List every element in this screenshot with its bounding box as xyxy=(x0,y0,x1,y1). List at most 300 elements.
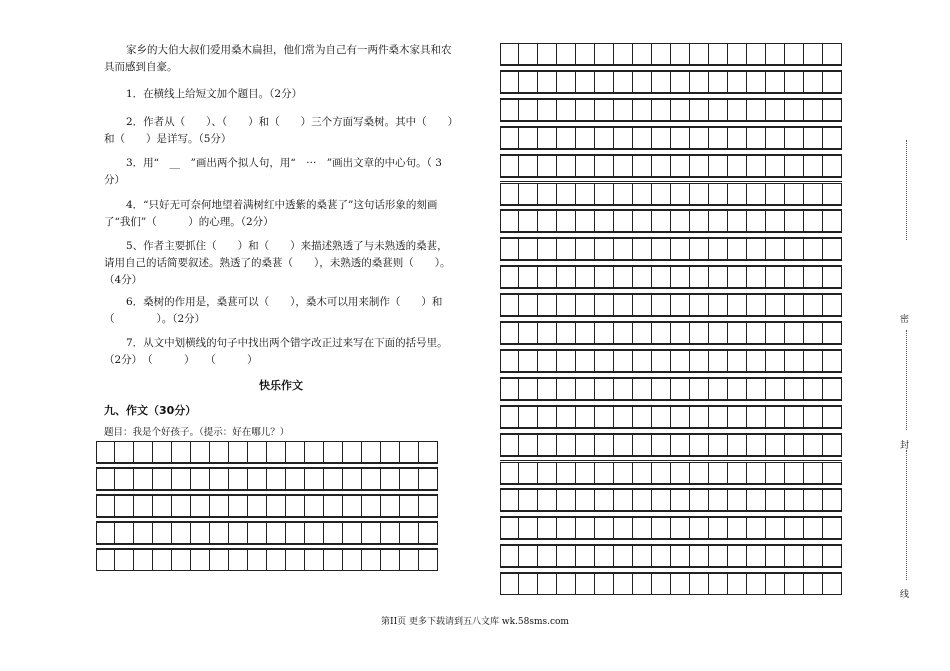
left-grid-cell xyxy=(400,441,419,463)
left-grid-cell xyxy=(115,441,134,463)
right-grid-cell xyxy=(709,378,728,400)
right-grid-cell xyxy=(690,294,709,316)
right-grid-row xyxy=(500,183,842,205)
right-grid-cell xyxy=(747,155,766,177)
right-grid-cell xyxy=(671,71,690,93)
right-grid-cell xyxy=(595,266,614,288)
left-grid-cell xyxy=(324,441,343,463)
right-grid-cell xyxy=(633,462,652,484)
left-grid-cell xyxy=(362,495,381,517)
right-grid-cell xyxy=(500,210,519,232)
left-grid-cell xyxy=(419,549,438,571)
right-grid-cell xyxy=(557,489,576,511)
right-grid-cell xyxy=(671,378,690,400)
right-grid-cell xyxy=(557,183,576,205)
left-grid-cell xyxy=(343,495,362,517)
right-grid-cell xyxy=(766,406,785,428)
right-grid-cell xyxy=(747,183,766,205)
right-grid-cell xyxy=(519,462,538,484)
right-grid-cell xyxy=(804,155,823,177)
left-grid-cell xyxy=(381,549,400,571)
right-grid-cell xyxy=(500,489,519,511)
right-grid-cell xyxy=(538,322,557,344)
right-grid-cell xyxy=(633,434,652,456)
right-grid-cell xyxy=(690,266,709,288)
right-grid-cell xyxy=(766,350,785,372)
right-grid-cell xyxy=(500,266,519,288)
right-grid-cell xyxy=(728,294,747,316)
left-grid-cell xyxy=(210,549,229,571)
right-grid-cell xyxy=(785,266,804,288)
right-grid-cell xyxy=(557,294,576,316)
right-grid-cell xyxy=(500,127,519,149)
right-grid-cell xyxy=(557,462,576,484)
right-grid-cell xyxy=(785,434,804,456)
right-grid-cell xyxy=(709,350,728,372)
right-grid-cell xyxy=(690,462,709,484)
right-grid-cell xyxy=(804,127,823,149)
right-grid-cell xyxy=(500,322,519,344)
right-grid-row xyxy=(500,462,842,484)
right-grid-cell xyxy=(690,545,709,567)
left-grid-cell xyxy=(248,468,267,490)
left-grid-cell xyxy=(343,468,362,490)
left-grid-cell xyxy=(362,468,381,490)
right-grid-row xyxy=(500,434,842,456)
right-grid-cell xyxy=(633,545,652,567)
right-grid-cell xyxy=(519,266,538,288)
right-grid-cell xyxy=(576,406,595,428)
right-grid-cell xyxy=(633,294,652,316)
left-grid-cell xyxy=(191,495,210,517)
left-grid-cell xyxy=(286,468,305,490)
right-grid-cell xyxy=(804,545,823,567)
right-grid-cell xyxy=(671,545,690,567)
left-grid-cell xyxy=(400,522,419,544)
right-grid-cell xyxy=(538,462,557,484)
right-grid-cell xyxy=(804,238,823,260)
right-grid-cell xyxy=(728,573,747,595)
left-grid-cell xyxy=(134,468,153,490)
right-grid-cell xyxy=(633,238,652,260)
right-grid-cell xyxy=(576,71,595,93)
left-grid-cell xyxy=(229,549,248,571)
right-grid-cell xyxy=(709,545,728,567)
right-grid-cell xyxy=(709,322,728,344)
right-grid-cell xyxy=(652,43,671,65)
right-grid-cell xyxy=(519,210,538,232)
right-grid-cell xyxy=(595,238,614,260)
right-grid-cell xyxy=(690,238,709,260)
right-grid-cell xyxy=(652,489,671,511)
right-grid-cell xyxy=(538,71,557,93)
right-grid-cell xyxy=(823,489,842,511)
right-grid-cell xyxy=(671,517,690,539)
right-grid-cell xyxy=(690,573,709,595)
left-grid-cell xyxy=(229,495,248,517)
left-grid-cell xyxy=(191,549,210,571)
right-grid-cell xyxy=(766,545,785,567)
right-grid-cell xyxy=(633,210,652,232)
left-grid-row xyxy=(96,441,438,463)
right-grid-cell xyxy=(557,545,576,567)
left-grid-cell xyxy=(96,468,115,490)
left-grid-cell xyxy=(96,522,115,544)
right-grid-cell xyxy=(576,517,595,539)
right-grid-cell xyxy=(519,294,538,316)
right-grid-cell xyxy=(690,99,709,121)
right-grid-cell xyxy=(595,378,614,400)
right-grid-cell xyxy=(690,127,709,149)
right-grid-cell xyxy=(633,573,652,595)
right-grid-cell xyxy=(538,210,557,232)
left-grid-cell xyxy=(172,468,191,490)
right-grid-cell xyxy=(747,127,766,149)
right-grid-cell xyxy=(766,434,785,456)
right-grid-cell xyxy=(671,462,690,484)
right-grid-cell xyxy=(614,462,633,484)
right-grid-cell xyxy=(519,43,538,65)
right-grid-cell xyxy=(614,71,633,93)
right-grid-cell xyxy=(709,210,728,232)
left-grid-cell xyxy=(153,441,172,463)
right-grid-cell xyxy=(728,462,747,484)
right-grid-cell xyxy=(690,378,709,400)
right-grid-cell xyxy=(823,434,842,456)
left-grid-cell xyxy=(286,522,305,544)
left-grid-cell xyxy=(229,441,248,463)
left-grid-cell xyxy=(153,549,172,571)
right-grid-cell xyxy=(652,322,671,344)
right-grid-row xyxy=(500,350,842,372)
right-grid-cell xyxy=(747,517,766,539)
left-grid-cell xyxy=(210,495,229,517)
right-grid-cell xyxy=(652,517,671,539)
right-grid-row xyxy=(500,155,842,177)
right-grid-cell xyxy=(690,43,709,65)
right-grid-cell xyxy=(823,266,842,288)
question-2: 2．作者从（ ）、（ ）和（ ）三个方面写桑树。其中（ ）和（ ）是详写。（5分） xyxy=(104,116,453,145)
right-grid-cell xyxy=(519,545,538,567)
right-grid-cell xyxy=(823,322,842,344)
left-grid-cell xyxy=(172,441,191,463)
left-grid-cell xyxy=(343,441,362,463)
right-grid-cell xyxy=(766,294,785,316)
left-grid-cell xyxy=(362,549,381,571)
right-grid-cell xyxy=(614,545,633,567)
right-grid-cell xyxy=(804,378,823,400)
binding-char-seal: 密 xyxy=(900,315,910,325)
right-grid-cell xyxy=(766,573,785,595)
right-grid-cell xyxy=(690,183,709,205)
right-grid-cell xyxy=(766,322,785,344)
right-grid-cell xyxy=(500,71,519,93)
right-grid-cell xyxy=(804,322,823,344)
left-grid-cell xyxy=(153,495,172,517)
right-grid-cell xyxy=(557,266,576,288)
right-grid-cell xyxy=(804,462,823,484)
right-grid-cell xyxy=(576,434,595,456)
right-grid-cell xyxy=(804,183,823,205)
right-grid-cell xyxy=(557,43,576,65)
right-grid-cell xyxy=(785,294,804,316)
right-grid-cell xyxy=(500,238,519,260)
right-grid-cell xyxy=(595,127,614,149)
right-grid-cell xyxy=(728,155,747,177)
right-grid-cell xyxy=(671,294,690,316)
right-grid-cell xyxy=(804,517,823,539)
right-grid-cell xyxy=(614,406,633,428)
right-grid-cell xyxy=(728,489,747,511)
right-grid-cell xyxy=(728,99,747,121)
right-grid-cell xyxy=(614,99,633,121)
left-grid-row xyxy=(96,522,438,544)
question-5: 5、作者主要抓住（ ）和（ ）来描述熟透了与未熟透的桑葚，请用自己的话简要叙述。熟透了的桑葚（ ），未熟透的桑葚则（ ）。（4分） xyxy=(104,240,451,286)
right-grid-cell xyxy=(785,350,804,372)
right-grid-cell xyxy=(538,517,557,539)
right-grid-cell xyxy=(785,378,804,400)
binding-char-line: 线 xyxy=(900,590,910,600)
right-grid-cell xyxy=(538,545,557,567)
right-grid-cell xyxy=(576,350,595,372)
right-grid-cell xyxy=(576,266,595,288)
left-grid-cell xyxy=(362,522,381,544)
right-grid-cell xyxy=(785,489,804,511)
right-grid-cell xyxy=(804,434,823,456)
left-grid-cell xyxy=(96,549,115,571)
right-grid-cell xyxy=(747,238,766,260)
left-grid-cell xyxy=(96,495,115,517)
right-grid-cell xyxy=(557,322,576,344)
right-grid-cell xyxy=(576,183,595,205)
right-grid-cell xyxy=(538,350,557,372)
right-grid-cell xyxy=(728,71,747,93)
right-grid-cell xyxy=(557,127,576,149)
right-grid-cell xyxy=(785,71,804,93)
left-grid-cell xyxy=(229,522,248,544)
right-grid-cell xyxy=(614,238,633,260)
right-grid-row xyxy=(500,294,842,316)
right-grid-cell xyxy=(785,99,804,121)
right-grid-cell xyxy=(500,350,519,372)
left-grid-cell xyxy=(172,522,191,544)
right-grid-cell xyxy=(576,99,595,121)
right-grid-cell xyxy=(823,517,842,539)
right-grid-cell xyxy=(785,517,804,539)
right-grid-cell xyxy=(747,71,766,93)
right-grid-cell xyxy=(557,378,576,400)
left-grid-cell xyxy=(210,522,229,544)
right-grid-cell xyxy=(709,517,728,539)
right-grid-cell xyxy=(633,489,652,511)
section-title: 快乐作文 xyxy=(259,379,303,392)
right-grid-cell xyxy=(557,350,576,372)
right-grid-row xyxy=(500,127,842,149)
right-grid-cell xyxy=(766,210,785,232)
right-grid-cell xyxy=(614,43,633,65)
right-grid-cell xyxy=(804,406,823,428)
right-grid-cell xyxy=(709,71,728,93)
right-grid-cell xyxy=(728,545,747,567)
right-grid-cell xyxy=(690,406,709,428)
right-grid-cell xyxy=(766,71,785,93)
right-grid-cell xyxy=(595,155,614,177)
right-grid-cell xyxy=(614,294,633,316)
right-grid-cell xyxy=(519,183,538,205)
right-grid-cell xyxy=(652,266,671,288)
right-grid-cell xyxy=(633,183,652,205)
right-grid-cell xyxy=(766,43,785,65)
right-grid-cell xyxy=(785,238,804,260)
right-grid-cell xyxy=(728,210,747,232)
left-grid-cell xyxy=(115,522,134,544)
right-grid-cell xyxy=(595,545,614,567)
right-grid-cell xyxy=(500,43,519,65)
right-grid-cell xyxy=(804,71,823,93)
right-grid-cell xyxy=(614,322,633,344)
left-grid-cell xyxy=(267,522,286,544)
right-grid-cell xyxy=(747,545,766,567)
right-grid-cell xyxy=(576,155,595,177)
right-grid-cell xyxy=(747,406,766,428)
right-grid-cell xyxy=(671,183,690,205)
right-grid-cell xyxy=(519,406,538,428)
right-grid-cell xyxy=(823,350,842,372)
right-grid-cell xyxy=(766,266,785,288)
right-grid-row xyxy=(500,266,842,288)
right-grid-cell xyxy=(633,43,652,65)
right-grid-cell xyxy=(652,127,671,149)
right-grid-cell xyxy=(652,71,671,93)
right-grid-row xyxy=(500,210,842,232)
left-grid-cell xyxy=(419,495,438,517)
right-grid-cell xyxy=(671,43,690,65)
right-grid-cell xyxy=(595,406,614,428)
right-grid-cell xyxy=(823,406,842,428)
right-grid-cell xyxy=(538,434,557,456)
right-grid-row xyxy=(500,99,842,121)
right-grid-cell xyxy=(766,489,785,511)
right-grid-cell xyxy=(633,378,652,400)
right-grid-cell xyxy=(538,266,557,288)
right-grid-cell xyxy=(557,517,576,539)
right-grid-cell xyxy=(728,238,747,260)
right-grid-cell xyxy=(652,434,671,456)
right-grid-cell xyxy=(804,294,823,316)
right-grid-cell xyxy=(823,294,842,316)
right-grid-cell xyxy=(576,573,595,595)
right-grid-cell xyxy=(690,210,709,232)
right-grid-cell xyxy=(671,322,690,344)
left-grid-cell xyxy=(286,441,305,463)
left-grid-cell xyxy=(248,522,267,544)
right-grid-cell xyxy=(671,573,690,595)
right-grid-cell xyxy=(766,462,785,484)
right-grid-cell xyxy=(538,489,557,511)
right-grid-cell xyxy=(538,378,557,400)
binding-char-close: 封 xyxy=(900,441,910,451)
right-grid-cell xyxy=(633,127,652,149)
right-grid-cell xyxy=(804,350,823,372)
right-grid-cell xyxy=(823,71,842,93)
left-grid-cell xyxy=(248,495,267,517)
right-grid-cell xyxy=(785,127,804,149)
right-grid-row xyxy=(500,43,842,65)
right-grid-cell xyxy=(538,43,557,65)
right-grid-cell xyxy=(690,322,709,344)
right-grid-cell xyxy=(538,127,557,149)
left-grid-cell xyxy=(153,522,172,544)
right-grid-cell xyxy=(823,155,842,177)
left-grid-cell xyxy=(286,495,305,517)
right-grid-cell xyxy=(652,155,671,177)
right-grid-cell xyxy=(709,127,728,149)
left-grid-cell xyxy=(172,495,191,517)
right-grid-cell xyxy=(709,155,728,177)
left-grid-cell xyxy=(191,468,210,490)
right-grid-cell xyxy=(652,378,671,400)
right-grid-cell xyxy=(652,406,671,428)
right-grid-cell xyxy=(785,462,804,484)
left-grid-row xyxy=(96,495,438,517)
left-grid-cell xyxy=(115,468,134,490)
right-grid-cell xyxy=(766,238,785,260)
left-grid-cell xyxy=(400,549,419,571)
right-grid-cell xyxy=(747,489,766,511)
right-grid-cell xyxy=(728,183,747,205)
left-grid-cell xyxy=(381,441,400,463)
left-grid-cell xyxy=(419,468,438,490)
right-grid-cell xyxy=(728,322,747,344)
right-grid-cell xyxy=(614,266,633,288)
right-grid-cell xyxy=(823,378,842,400)
left-grid-cell xyxy=(153,468,172,490)
right-grid-row xyxy=(500,71,842,93)
left-grid-cell xyxy=(115,495,134,517)
right-grid-cell xyxy=(576,462,595,484)
right-grid-cell xyxy=(671,238,690,260)
right-grid-cell xyxy=(709,183,728,205)
right-grid-cell xyxy=(538,99,557,121)
right-grid-cell xyxy=(500,573,519,595)
right-grid-cell xyxy=(633,350,652,372)
left-grid-cell xyxy=(134,549,153,571)
question-7: 7．从文中划横线的句子中找出两个错字改正过来写在下面的括号里。（2分） （ ） （ ） xyxy=(104,337,448,366)
right-grid-cell xyxy=(652,99,671,121)
right-grid-cell xyxy=(804,99,823,121)
right-grid-cell xyxy=(576,378,595,400)
right-grid-cell xyxy=(500,545,519,567)
right-grid-cell xyxy=(633,517,652,539)
right-grid-cell xyxy=(709,294,728,316)
right-grid-cell xyxy=(747,294,766,316)
right-grid-cell xyxy=(709,462,728,484)
right-grid-cell xyxy=(595,462,614,484)
right-grid-cell xyxy=(595,294,614,316)
right-grid-cell xyxy=(519,517,538,539)
right-grid-cell xyxy=(709,489,728,511)
right-grid-cell xyxy=(576,489,595,511)
left-grid-cell xyxy=(210,468,229,490)
right-grid-row xyxy=(500,238,842,260)
right-grid-cell xyxy=(614,155,633,177)
right-grid-cell xyxy=(690,434,709,456)
right-grid-cell xyxy=(519,71,538,93)
left-grid-cell xyxy=(400,468,419,490)
right-grid-cell xyxy=(709,99,728,121)
left-grid-cell xyxy=(305,495,324,517)
right-grid-cell xyxy=(652,573,671,595)
